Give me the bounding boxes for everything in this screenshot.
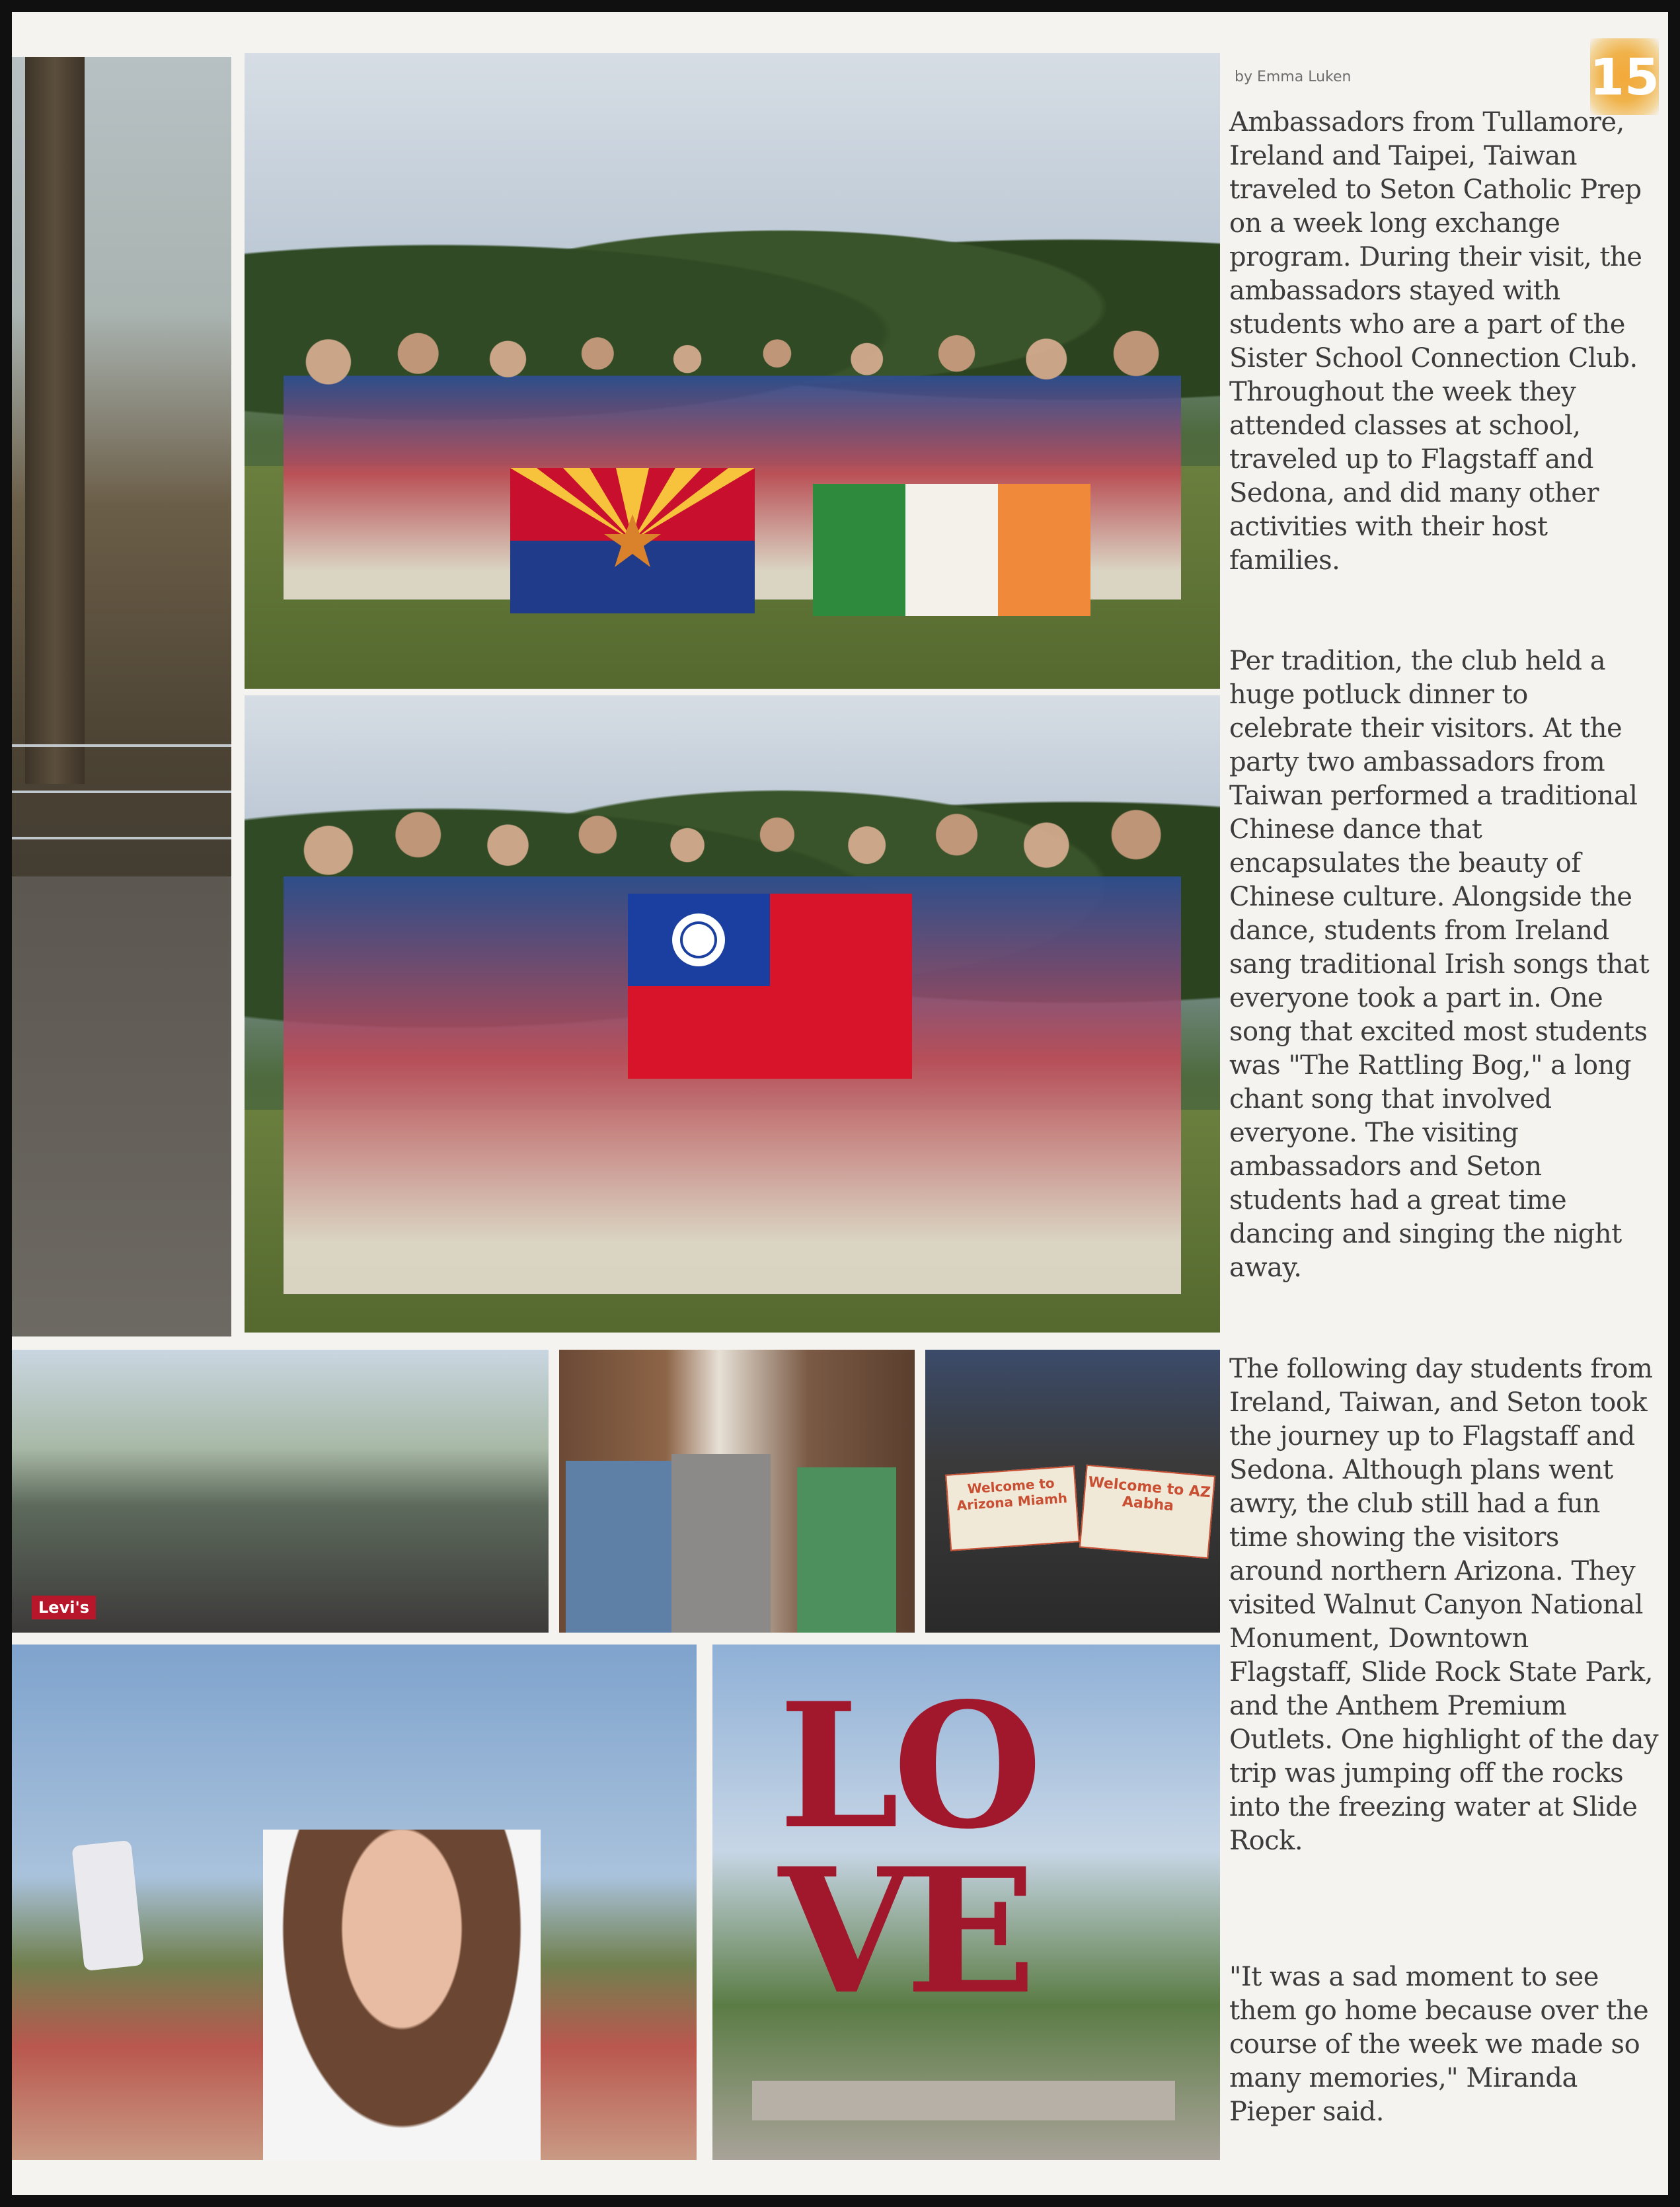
photo-group-flags [245, 53, 1220, 689]
fence-rail [12, 744, 231, 747]
taiwan-flag [628, 894, 912, 1079]
photo-palm-fence [12, 57, 231, 1336]
ireland-flag [813, 484, 1090, 616]
shirt-logo: Levi's [32, 1596, 96, 1619]
welcome-sign-right: Welcome to AZ Aabha [1079, 1465, 1215, 1559]
singer [566, 1461, 671, 1633]
paragraph-potluck: Per tradition, the club held a huge potluck dinner to celebrate their visitors. At the party two ambassadors from Taiwan performed a traditional Chinese dance that encapsulates the beauty of Chinese culture. Alongside the dance, students from Ireland sang traditional Irish songs that everyone took a part in. One song that excited most students was "The Rattling Bog," a long chant song that involved everyone. The visiting ambassadors and Seton students had a great time dancing and singing the night away. [1229, 646, 1650, 1283]
photo-singers-microphones [559, 1350, 915, 1633]
photo-welcome-signs [925, 1350, 1220, 1633]
paragraph-daytrip: The following day students from Ireland, Taiwan, and Seton took the journey up to Flagstaff and Sedona. Although plans went awry, the club still had a fun time showing the visitors around northern Arizona. They visited Walnut Canyon National Monument, Downtown Flagstaff, Slide Rock State Park, and the Anthem Premium Outlets. One highlight of the day trip was jumping off the rocks into the freezing water at Slide Rock. [1229, 1354, 1659, 1856]
welcome-sign-left: Welcome to Arizona Miamh [945, 1465, 1080, 1551]
paragraph-intro: Ambassadors from Tullamore, Ireland and Taipei, Taiwan traveled to Seton Catholic Prep on a week long exchange program. During their visit, the ambassadors stayed with students who are a part of the Sister School Connection Club. Throughout the week they attended classes at school, traveled up to Flagstaff and Sedona, and did many other activities with their host families. [1229, 107, 1642, 576]
sculpture-base [752, 2081, 1175, 2120]
page-number: 15 [1590, 38, 1659, 115]
phone [71, 1840, 143, 1971]
byline: by Emma Luken [1235, 69, 1352, 85]
photo-girls-lake [12, 1350, 549, 1633]
pavement [12, 876, 231, 1336]
singer [671, 1454, 771, 1633]
photo-selfie [12, 1645, 697, 2160]
fence-rail [12, 791, 231, 793]
photo-love-sculpture [712, 1645, 1220, 2160]
arizona-flag [510, 468, 755, 613]
fence-rail [12, 837, 231, 839]
singer [797, 1467, 896, 1633]
palm-trunk [25, 57, 85, 784]
selfie-people [263, 1830, 541, 2160]
photo-taiwan-group [245, 695, 1220, 1333]
paragraph-quote: "It was a sad moment to see them go home because over the course of the week we made so many memories," Miranda Pieper said. [1229, 1962, 1649, 2127]
love-sculpture: LOVE [779, 1666, 1036, 2033]
